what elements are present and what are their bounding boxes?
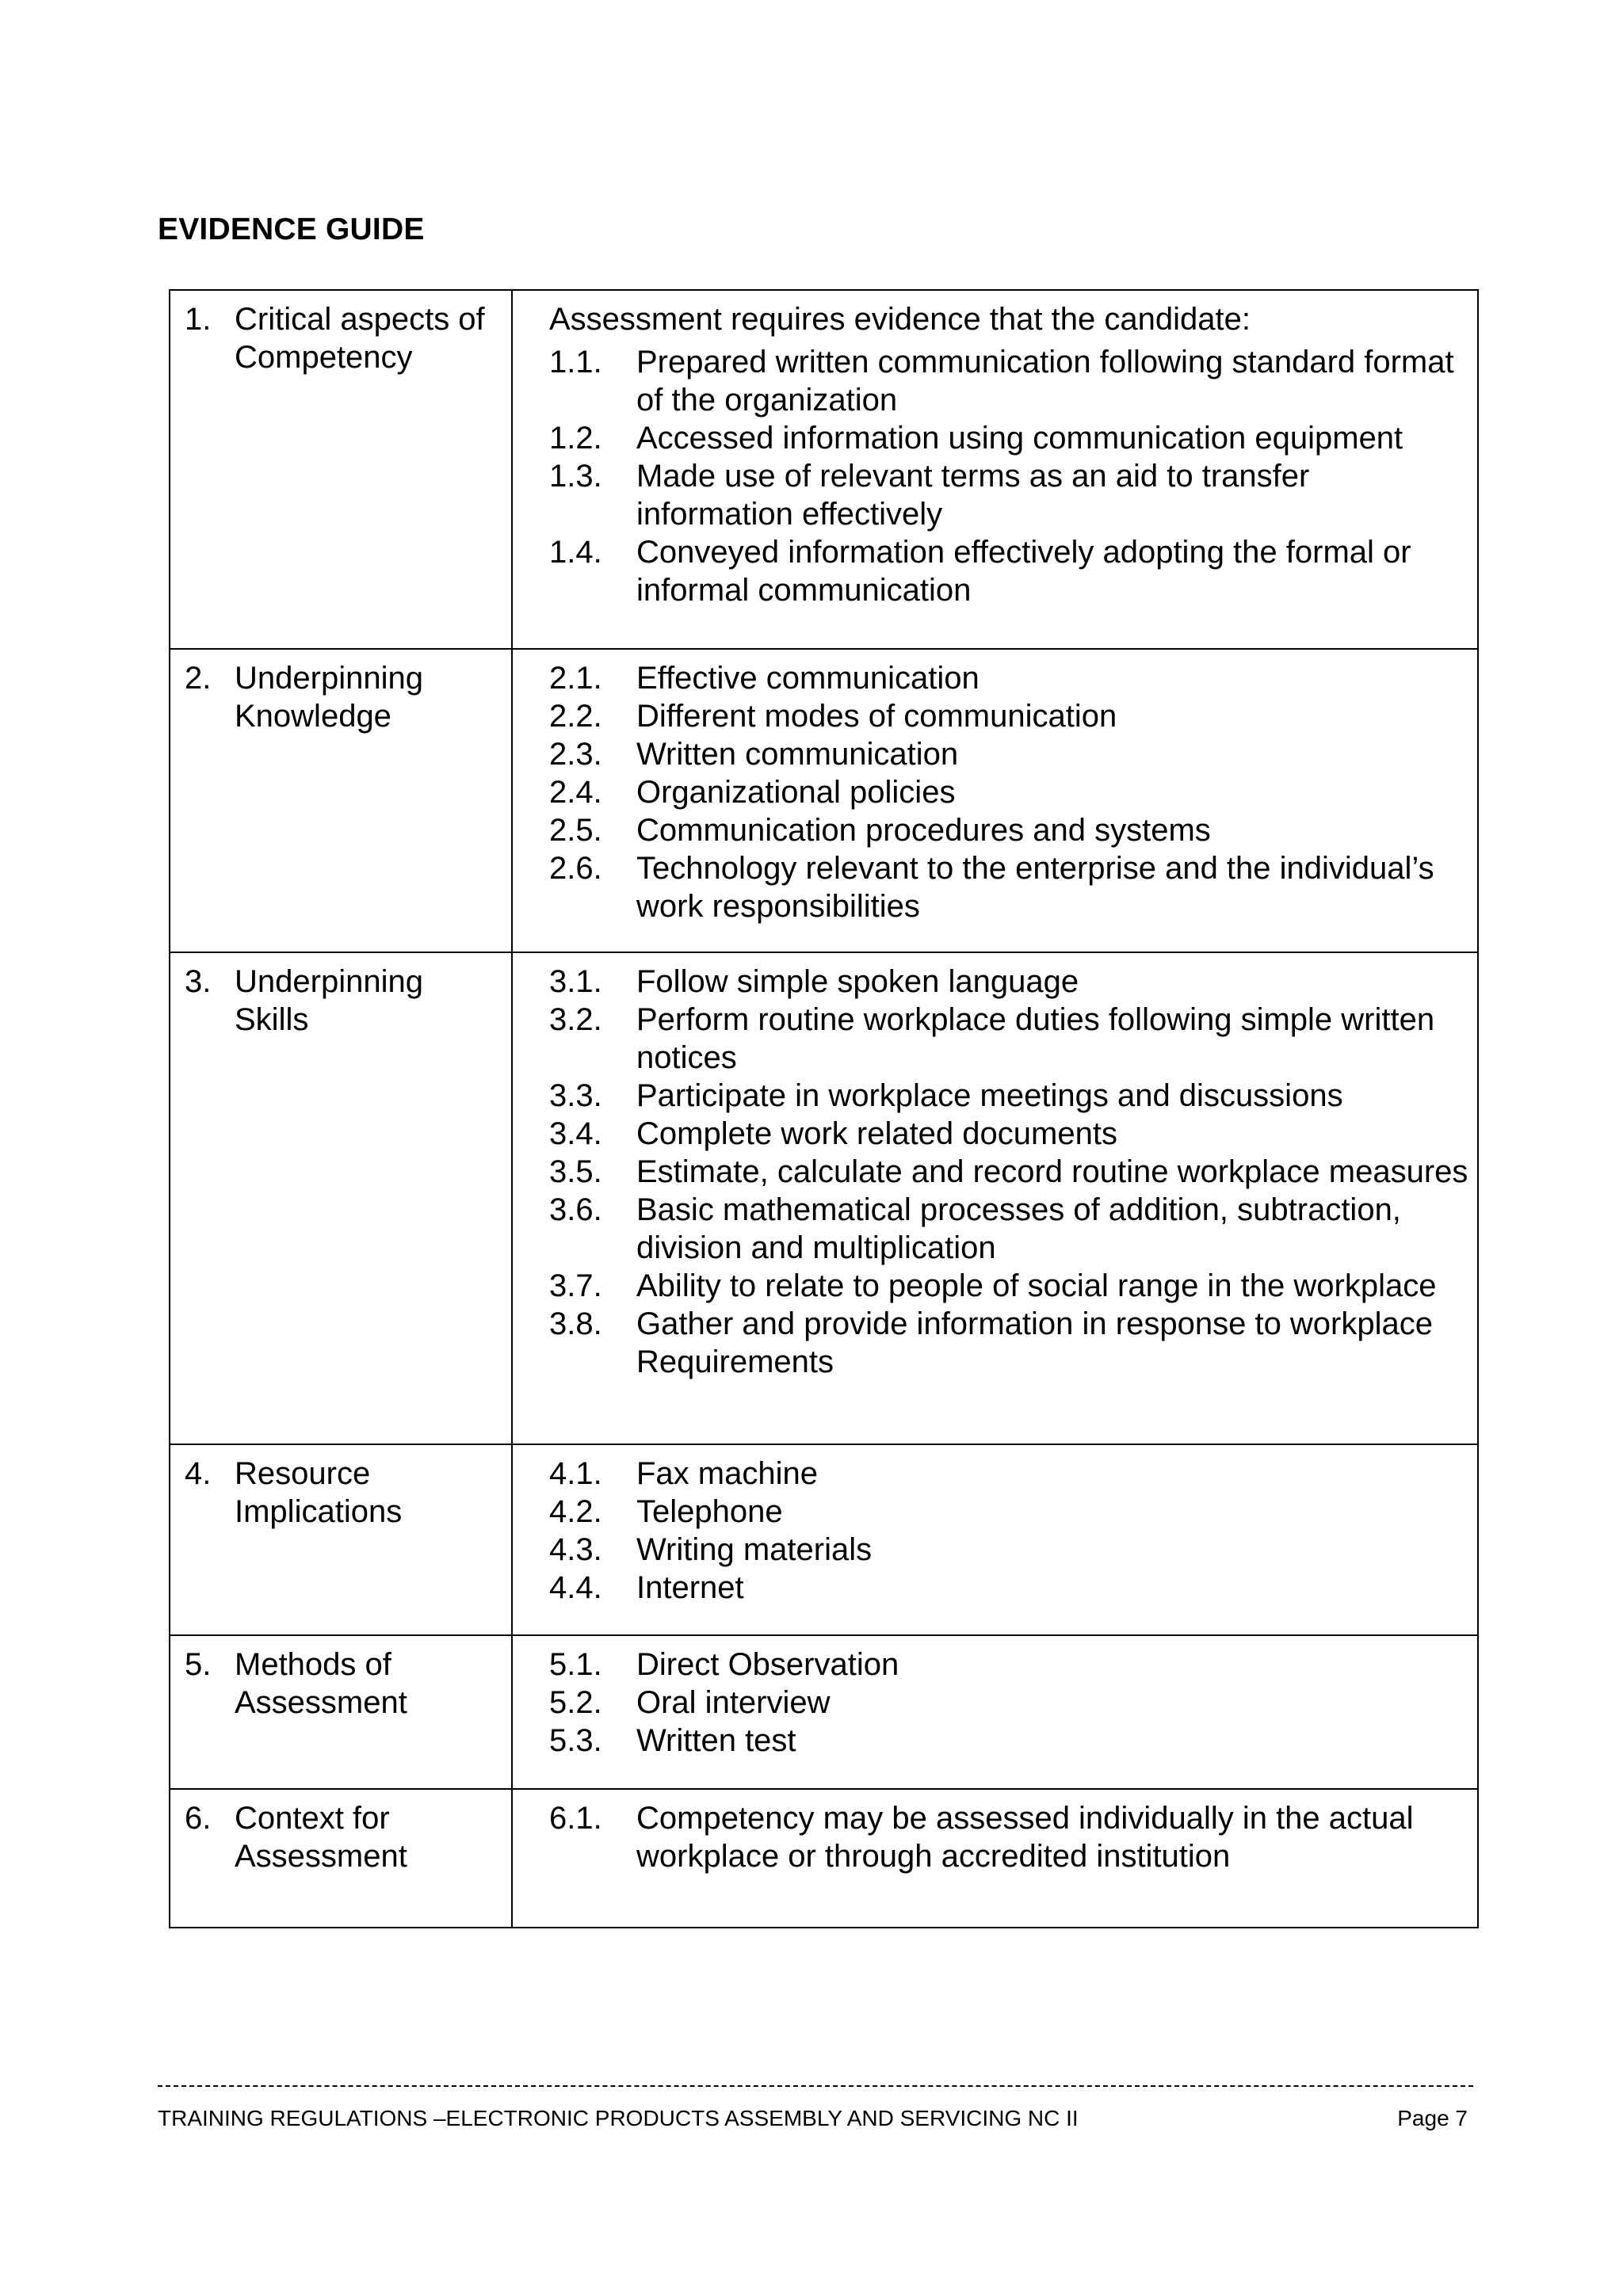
item-number: 2.2. (549, 699, 602, 734)
row-label-cell (170, 1635, 512, 1789)
list-item (549, 1684, 1469, 1722)
item-number: 6.1. (549, 1801, 602, 1836)
row-label: Context for Assessment (235, 1801, 407, 1874)
item-number: 1.4. (549, 535, 602, 570)
item-number: 4.4. (549, 1570, 602, 1605)
item-number: 1.2. (549, 421, 602, 456)
item-text: Direct Observation (636, 1647, 899, 1682)
row-content-cell (512, 649, 1478, 952)
list-item (549, 1531, 1469, 1569)
evidence-row (170, 290, 1478, 649)
list-item (549, 1455, 1469, 1493)
item-number: 3.6. (549, 1192, 602, 1227)
item-text: Written test (636, 1723, 796, 1758)
list-item (549, 963, 1469, 1001)
row-content-cell (512, 1635, 1478, 1789)
list-item (549, 773, 1469, 811)
list-item (549, 849, 1469, 925)
footer-page-number: Page 7 (1397, 2106, 1468, 2130)
list-item (549, 1115, 1469, 1153)
list-item (549, 735, 1469, 773)
item-number: 5.1. (549, 1647, 602, 1682)
item-text: Follow simple spoken language (636, 964, 1079, 999)
list-item (549, 1569, 1469, 1607)
item-text: Conveyed information effectively adopting the formal or informal communication (636, 535, 1411, 608)
item-text: Telephone (636, 1494, 783, 1529)
item-number: 4.2. (549, 1494, 602, 1529)
item-number: 2.5. (549, 813, 602, 848)
item-text: Writing materials (636, 1532, 873, 1567)
row-number: 5. (185, 1647, 212, 1682)
list-item (549, 1191, 1469, 1267)
list-item (549, 419, 1469, 457)
evidence-guide-table (169, 289, 1479, 1928)
list-item (549, 1493, 1469, 1531)
item-number: 5.2. (549, 1685, 602, 1720)
item-text: Technology relevant to the enterprise and the individual’s work responsibilities (636, 851, 1434, 924)
row-label-cell (170, 649, 512, 952)
item-number: 3.2. (549, 1002, 602, 1037)
item-text: Organizational policies (636, 775, 956, 810)
list-item (549, 1077, 1469, 1115)
item-number: 2.3. (549, 737, 602, 772)
item-text: Participate in workplace meetings and discussions (636, 1078, 1343, 1113)
list-item (549, 1646, 1469, 1684)
item-text: Estimate, calculate and record routine workplace measures (636, 1154, 1468, 1189)
item-text: Internet (636, 1570, 744, 1605)
item-number: 4.1. (549, 1456, 602, 1491)
list-item (549, 659, 1469, 697)
item-text: Perform routine workplace duties following simple written notices (636, 1002, 1435, 1075)
item-number: 2.4. (549, 775, 602, 810)
row-label-cell (170, 952, 512, 1444)
footer-document-title: TRAINING REGULATIONS –ELECTRONIC PRODUCTS ASSEMBLY AND SERVICING NC II (158, 2106, 1079, 2130)
row-intro: Assessment requires evidence that the candidate: (549, 302, 1251, 337)
list-item (549, 697, 1469, 735)
list-item (549, 811, 1469, 849)
row-label: Underpinning Skills (235, 964, 423, 1037)
row-content-cell (512, 952, 1478, 1444)
list-item (549, 1267, 1469, 1305)
row-label: Methods of Assessment (235, 1647, 407, 1720)
row-number: 2. (185, 661, 212, 696)
evidence-row (170, 1635, 1478, 1789)
list-item (549, 1001, 1469, 1077)
item-text: Basic mathematical processes of addition, subtraction, division and multiplication (636, 1192, 1401, 1265)
row-content-cell (512, 1789, 1478, 1928)
list-item (549, 533, 1469, 609)
item-number: 2.1. (549, 661, 602, 696)
row-label-cell (170, 1444, 512, 1635)
item-text: Gather and provide information in response to workplace Requirements (636, 1306, 1433, 1379)
row-label-cell (170, 290, 512, 649)
list-item (549, 1153, 1469, 1191)
list-item (549, 1799, 1469, 1875)
row-number: 3. (185, 964, 212, 999)
page-title: EVIDENCE GUIDE (158, 212, 425, 246)
evidence-row (170, 1789, 1478, 1928)
row-content-cell (512, 290, 1478, 649)
evidence-row (170, 1444, 1478, 1635)
row-content-cell (512, 1444, 1478, 1635)
footer-divider (158, 2085, 1473, 2087)
list-item (549, 343, 1469, 419)
item-text: Competency may be assessed individually in the actual workplace or through accredited institution (636, 1801, 1414, 1874)
item-number: 5.3. (549, 1723, 602, 1758)
item-text: Written communication (636, 737, 959, 772)
item-text: Accessed information using communication equipment (636, 421, 1403, 456)
item-number: 3.8. (549, 1306, 602, 1341)
list-item (549, 1722, 1469, 1760)
item-number: 3.1. (549, 964, 602, 999)
item-number: 1.1. (549, 345, 602, 379)
row-label: Resource Implications (235, 1456, 403, 1529)
list-item (549, 457, 1469, 533)
item-number: 3.3. (549, 1078, 602, 1113)
evidence-row (170, 952, 1478, 1444)
row-label-cell (170, 1789, 512, 1928)
evidence-guide-body (170, 290, 1478, 1928)
row-number: 4. (185, 1456, 212, 1491)
item-number: 3.4. (549, 1116, 602, 1151)
row-number: 1. (185, 302, 212, 337)
evidence-row (170, 649, 1478, 952)
item-text: Communication procedures and systems (636, 813, 1211, 848)
item-text: Oral interview (636, 1685, 831, 1720)
item-text: Effective communication (636, 661, 980, 696)
item-number: 3.5. (549, 1154, 602, 1189)
item-text: Complete work related documents (636, 1116, 1117, 1151)
item-text: Made use of relevant terms as an aid to transfer information effectively (636, 459, 1310, 532)
item-text: Fax machine (636, 1456, 818, 1491)
item-number: 4.3. (549, 1532, 602, 1567)
item-text: Prepared written communication following standard format of the organization (636, 345, 1454, 418)
item-number: 1.3. (549, 459, 602, 494)
list-item (549, 1305, 1469, 1381)
item-text: Ability to relate to people of social range in the workplace (636, 1268, 1437, 1303)
row-label: Critical aspects of Competency (235, 302, 485, 375)
item-number: 3.7. (549, 1268, 602, 1303)
item-text: Different modes of communication (636, 699, 1117, 734)
row-label: Underpinning Knowledge (235, 661, 423, 734)
item-number: 2.6. (549, 851, 602, 886)
row-number: 6. (185, 1801, 212, 1836)
